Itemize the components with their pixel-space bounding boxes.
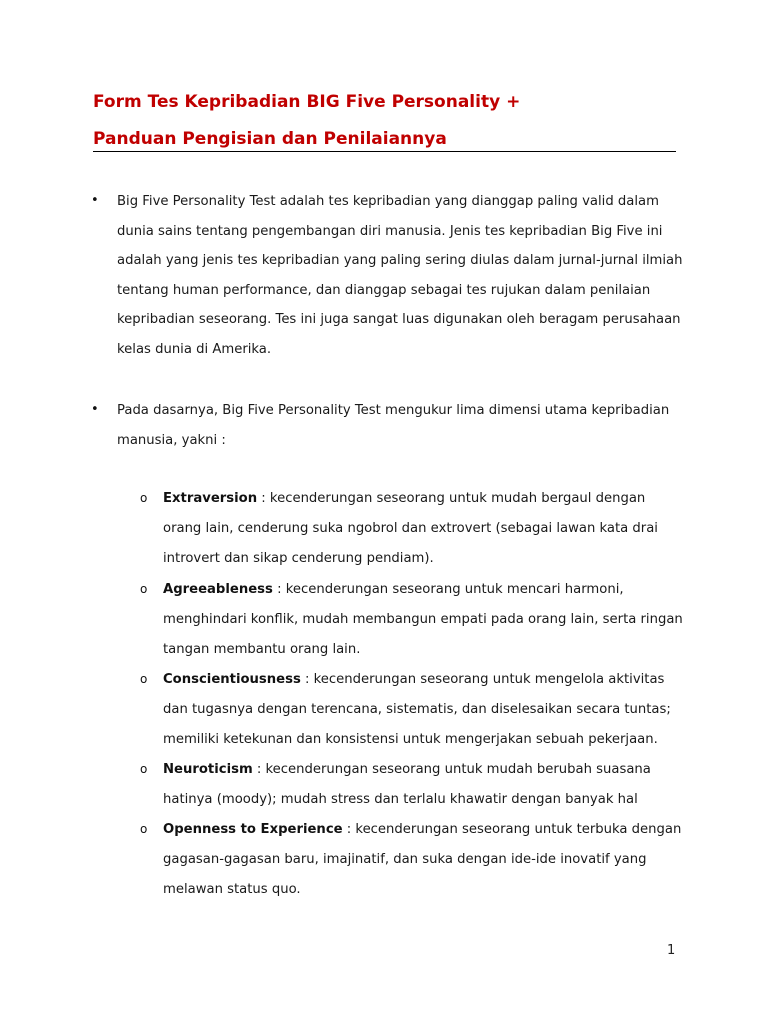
- dimension-term: Neuroticism: [163, 762, 253, 777]
- dimension-term: Conscientiousness: [163, 672, 301, 687]
- sub-bullet-icon: o: [140, 672, 148, 686]
- paragraph-big-five-intro: Big Five Personality Test adalah tes kepribadian yang dianggap paling valid dalam dunia sains tentang pengembangan diri manusia. Jenis tes kepribadian Big Five ini adalah yang jenis tes kepribadian yang paling sering diulas dalam jurnal-jurnal ilmiah tentang human performance, dan dianggap sebagai tes rujukan dalam penilaian kepribadian seseorang. Tes ini juga sangat luas digunakan oleh beragam perusahaan kelas dunia di Amerika.: [117, 194, 683, 357]
- bullet-icon: •: [91, 193, 99, 208]
- sub-bullet-icon: o: [140, 491, 148, 505]
- title-underline: [93, 151, 676, 152]
- dimension-description: : kecenderungan seseorang untuk mudah berubah suasana hatinya (moody); mudah stress dan terlalu khawatir dengan banyak hal: [163, 762, 651, 807]
- dimension-item-extraversion: [163, 484, 683, 574]
- document-title-line-1: Form Tes Kepribadian BIG Five Personality +: [93, 92, 521, 112]
- dimension-description: : kecenderungan seseorang untuk mudah bergaul dengan orang lain, cenderung suka ngobrol dan extrovert (sebagai lawan kata drai introvert dan sikap cenderung pendiam).: [163, 491, 658, 566]
- dimension-description: : kecenderungan seseorang untuk mencari harmoni, menghindari konflik, mudah membangun empati pada orang lain, serta ringan tangan membantu orang lain.: [163, 582, 683, 657]
- dimension-item-agreeableness: [163, 575, 683, 665]
- dimension-term: Extraversion: [163, 491, 258, 506]
- document-title-line-2: Panduan Pengisian dan Penilaiannya: [93, 129, 447, 149]
- dimension-term: Agreeableness: [163, 582, 273, 597]
- dimension-term: Openness to Experience: [163, 822, 343, 837]
- sub-bullet-icon: o: [140, 762, 148, 776]
- sub-bullet-icon: o: [140, 582, 148, 596]
- dimension-item-conscientiousness: [163, 665, 683, 755]
- dimension-description: : kecenderungan seseorang untuk mengelola aktivitas dan tugasnya dengan terencana, sistematis, dan diselesaikan secara tuntas; memiliki ketekunan dan konsistensi untuk mengerjakan sebuah pekerjaan.: [163, 672, 671, 747]
- dimension-item-openness: [163, 815, 683, 905]
- paragraph-five-dimensions: Pada dasarnya, Big Five Personality Test mengukur lima dimensi utama kepribadian manusia, yakni :: [117, 403, 670, 448]
- dimension-item-neuroticism: [163, 755, 683, 815]
- page-number: 1: [667, 943, 676, 958]
- dimension-description: : kecenderungan seseorang untuk terbuka dengan gagasan-gagasan baru, imajinatif, dan suka dengan ide-ide inovatif yang melawan status quo.: [163, 822, 682, 897]
- sub-bullet-icon: o: [140, 822, 148, 836]
- bullet-icon: •: [91, 402, 99, 417]
